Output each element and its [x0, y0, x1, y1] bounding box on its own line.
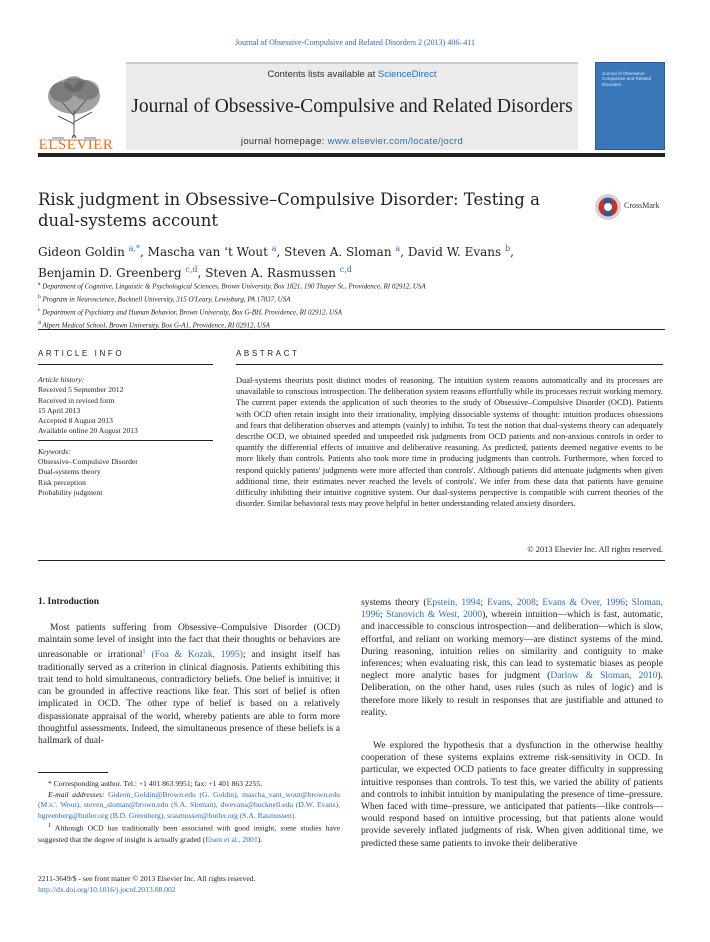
contents-line [126, 69, 578, 80]
affiliation-key: a [38, 281, 41, 287]
citation-link[interactable]: (Foa & Kozak, 1995) [151, 650, 243, 661]
intro-paragraph-right-1: systems theory (Epstein, 1994; Evans, 2008; Evans & Over, 1996; Sloman, 1996; Stanovich & West, 2000), wherein intuition—which is fast, automatic, and inaccessible to conscious introspection—and deliberation—which is slow, effortful, and reliant on working memory—are distinct systems of the mind. During reasoning, intuition relies on similarity and contiguity to make inferences; when evaluating risk, this can lead to systematic biases as people neglect more analytic bases for judgment (Darlow & Sloman, 2010). Deliberation, on the other hand, uses rules (such as rules of logic) and is therefore more likely to result in responses that are justifiable and attuned to reality. [361, 598, 664, 718]
crossmark-icon [594, 193, 622, 221]
footnote-rule [38, 772, 108, 773]
intro-paragraph-right-2: We explored the hypothesis that a dysfunction in the otherwise healthy cooperation of these systems explains extreme risk-sensitivity in OCD. In particular, we expected OCD patients to face greater difficulty in suppressing intuitive responses than controls. To test this, we varied the ability of patients and controls to inhibit intuition by manipulating the presence of time–pressure. When faced with time–pressure, we anticipated that patients—like controls—would respond based on intuitive processing, but that patients alone would provide severely inflated judgments of risk. When given additional time, we predicted these same patients to invoke their deliberative [361, 741, 663, 849]
footnote-text: Although OCD has traditionally been associated with good insight, some studies have suggested that the degree of insight is actually graded ( [38, 823, 340, 844]
email-note [38, 790, 340, 822]
journal-title: Journal of Obsessive-Compulsive and Related Disorders [131, 96, 573, 117]
abstract-rule [236, 364, 663, 365]
abstract-copyright: © 2013 Elsevier Inc. All rights reserved. [527, 545, 663, 554]
footnote-1 [38, 821, 340, 845]
email-addresses[interactable]: Gideon_Goldin@Brown.edu (G. Goldin), mascha_vant_wout@brown.edu (M.v.'. Wout), steven_sloman@brown.edu (S.A. Sloman), dwevans@bucknell.edu (D.W. Evans), bgreenberg@butler.org (B.D. Greenberg), srasmussen@butler.org (S.A. Rasmussen). [38, 789, 340, 820]
article-title: Risk judgment in Obsessive–Compulsive Disorder: Testing a dual-systems account [38, 190, 540, 230]
cover-title: Journal of Obsessive-Compulsive and Related Disorders [602, 71, 652, 87]
citation-link[interactable]: Stanovich & West, 2000 [386, 610, 483, 621]
info-rule [38, 364, 213, 365]
abstract-heading: ABSTRACT [236, 349, 300, 358]
author[interactable]: Gideon Goldin [38, 245, 125, 259]
keyword: Risk perception [38, 477, 86, 487]
affiliation-rule [38, 329, 665, 330]
author-affil-marker[interactable]: b [505, 244, 511, 253]
affiliation [38, 292, 658, 305]
history-label: Article history: [38, 375, 85, 384]
intro-text: systems theory ( [361, 598, 427, 608]
section-heading-introduction: 1. Introduction [38, 597, 100, 607]
journal-masthead [38, 62, 665, 154]
email-label: E-mail addresses: [48, 789, 109, 799]
crossmark-label: CrossMark [624, 201, 660, 210]
author-affil-marker[interactable]: c,d [339, 265, 352, 274]
footnote-text: ). [257, 834, 263, 844]
doi-link[interactable]: http://dx.doi.org/10.1016/j.jocrd.2013.08.002 [38, 884, 176, 894]
journal-cover-thumbnail[interactable] [595, 62, 665, 150]
citation-link[interactable]: Eisen et al., 2001 [205, 834, 258, 844]
author[interactable]: Steven A. Rasmussen [205, 266, 336, 280]
journal-citation[interactable]: Journal of Obsessive-Compulsive and Related Disorders 2 (2013) 406–411 [234, 38, 476, 47]
affiliation [38, 279, 658, 292]
affiliation [38, 305, 658, 318]
keyword: Probability judgment [38, 487, 103, 497]
issn-line: 2211-3649/$ - see front matter © 2013 Elsevier Inc. All rights reserved. [38, 874, 256, 883]
affiliation-text: Alpert Medical School, Brown University, Box G-A1, Providence, RI 02912, USA [42, 321, 270, 330]
intro-text: ). Deliberation, on the other hand, uses rules (such as rules of logic) and is therefore more likely to result in responses that are justifiable and attuned to reality. [361, 671, 663, 718]
author-separator: , [197, 266, 206, 280]
author-separator: , [400, 245, 408, 259]
keywords-label: Keywords: [38, 446, 71, 456]
intro-text: ), wherein intuition—which is fast, automatic, and inaccessible to conscious introspection—and deliberation—which is slow, effortful, and reliant on working memory—are distinct systems of the mind. During reasoning, intuition relies on similarity and contiguity to make inferences; when evaluating risk, this can lead to systematic biases as people neglect more analytic bases for judgment ( [361, 610, 664, 682]
author-list [38, 240, 638, 282]
author-affil-marker[interactable]: a [395, 244, 401, 253]
citation-link[interactable]: Evans, 2008 [487, 598, 536, 608]
author-affil-marker[interactable]: a,* [128, 244, 141, 253]
abstract-bottom-rule [38, 560, 665, 561]
asterisk: * [48, 779, 54, 788]
affiliation-key: b [38, 293, 41, 300]
footnotes [38, 779, 340, 845]
contents-prefix: Contents lists available at [267, 69, 378, 80]
elsevier-wordmark: ELSEVIER [38, 137, 114, 153]
footnote-marker[interactable]: 1 [142, 648, 146, 656]
crossmark-badge[interactable] [594, 193, 666, 219]
corresponding-author-note [38, 779, 340, 790]
intro-text: Most patients suffering from Obsessive–Compulsive Disorder (OCD) maintain some level of insight into the fact that their thoughts or behaviors are unreasonable or irrational [38, 623, 340, 661]
history-rule [38, 440, 213, 441]
author-affil-marker[interactable]: a [271, 244, 277, 253]
author[interactable]: Steven A. Sloman [284, 245, 392, 259]
author-affil-marker[interactable]: c,d [185, 265, 198, 274]
masthead-banner [126, 62, 578, 150]
affiliation-key: d [38, 319, 41, 326]
author-separator: , [276, 245, 285, 259]
history-item: Received in revised form [38, 395, 115, 405]
keyword: Dual-systems theory [38, 467, 101, 477]
homepage-line [126, 136, 578, 147]
sciencedirect-link[interactable]: ScienceDirect [377, 69, 437, 80]
affiliation-text: Program in Neuroscience, Bucknell University, 315 O'Leary, Lewisburg, PA 17837, USA [42, 295, 291, 304]
author[interactable]: Benjamin D. Greenberg [38, 266, 182, 280]
homepage-link[interactable]: www.elsevier.com/locate/jocrd [327, 136, 464, 147]
author-separator: , [510, 245, 514, 259]
footnote-1-marker: 1 [48, 822, 52, 830]
author[interactable]: Mascha van ‘t Wout [147, 245, 268, 259]
author-separator: , [140, 245, 148, 259]
affiliation-key: c [38, 306, 41, 313]
corresponding-text: Corresponding author. Tel.: +1 401 863 9951; fax: +1 401 863 2255. [53, 779, 262, 788]
history-item: Available online 20 August 2013 [38, 426, 138, 436]
intro-paragraph-1 [38, 622, 340, 747]
homepage-prefix: journal homepage: [240, 136, 328, 147]
article-info-heading: ARTICLE INFO [38, 349, 125, 358]
article-info [38, 375, 213, 498]
masthead-rule [38, 153, 665, 157]
keyword: Obsessive–Compulsive Disorder [38, 457, 138, 467]
citation-link[interactable]: Sloman, 1996 [361, 598, 664, 621]
history-item: Accepted 8 August 2013 [38, 416, 113, 426]
history-item: 15 April 2013 [38, 405, 81, 415]
page-footer [38, 874, 340, 895]
citation-link[interactable]: Epstein, 1994 [426, 598, 481, 608]
author[interactable]: David W. Evans [407, 245, 502, 259]
affiliations [38, 279, 658, 331]
abstract-body: Dual-systems theorists posit distinct modes of reasoning. The intuition system reasons automatically and its processes are unavailable to conscious introspection. The deliberation system reasons effortfully while its processes recruit working memory. The current paper extends the application of such theories to the study of Obsessive–Compulsive Disorder (OCD). Patients with OCD often retain insight into their irrationality, implying dissociable systems of thought: intuition produces obsessions and fears that deliberation observes and attempts (vainly) to inhibit. To test the notion that dual-systems theory can adequately describe OCD, we obtained speeded and unspeeded risk judgments from OCD patients and non-anxious controls in order to quantify the differential effects of intuitive and deliberative reasoning. As predicted, patients deemed negative events to be more likely than controls. Patients also took more time in producing judgments than controls. Furthermore, when forced to respond quickly patients' judgments were more affected than controls'. Although patients did attenuate judgments when given additional time, their estimates never reached the levels of controls'. We infer from these data that patients have genuine difficulty inhibiting their intuitive cognitive system. Our dual-systems perspective is compatible with current theories of the disorder. Similar behavioral tests may prove helpful in better understanding related anxiety disorders. [236, 376, 663, 509]
intro-text: ; and insight itself has traditionally served as a criterion in clinical diagnosis. Patients exhibiting this trait tend to hold simultaneous, contradictory beliefs. One belief is intuitive; it can be grounded in affective reactions like fear. This sort of belief is often implicated in OCD. The other type of belief is based on a relatively dispassionate appraisal of the world, whereby patients are able to form more thoughtful assessments. Indeed, the simultaneous presence of these beliefs is a hallmark of dual- [38, 650, 340, 746]
history-item: Received 5 September 2012 [38, 385, 124, 395]
citation-link[interactable]: Darlow & Sloman, 2010 [550, 671, 658, 682]
affiliation-text: Department of Cognitive, Linguistic & Psychological Sciences, Brown University, Box 1821, 190 Thayer St., Providence, RI 02912, USA [42, 282, 426, 291]
citation-link[interactable]: Evans & Over, 1996 [542, 598, 625, 608]
affiliation-text: Department of Psychiatry and Human Behavior, Brown University, Box G-BH, Providence, RI 02912, USA [42, 308, 342, 317]
